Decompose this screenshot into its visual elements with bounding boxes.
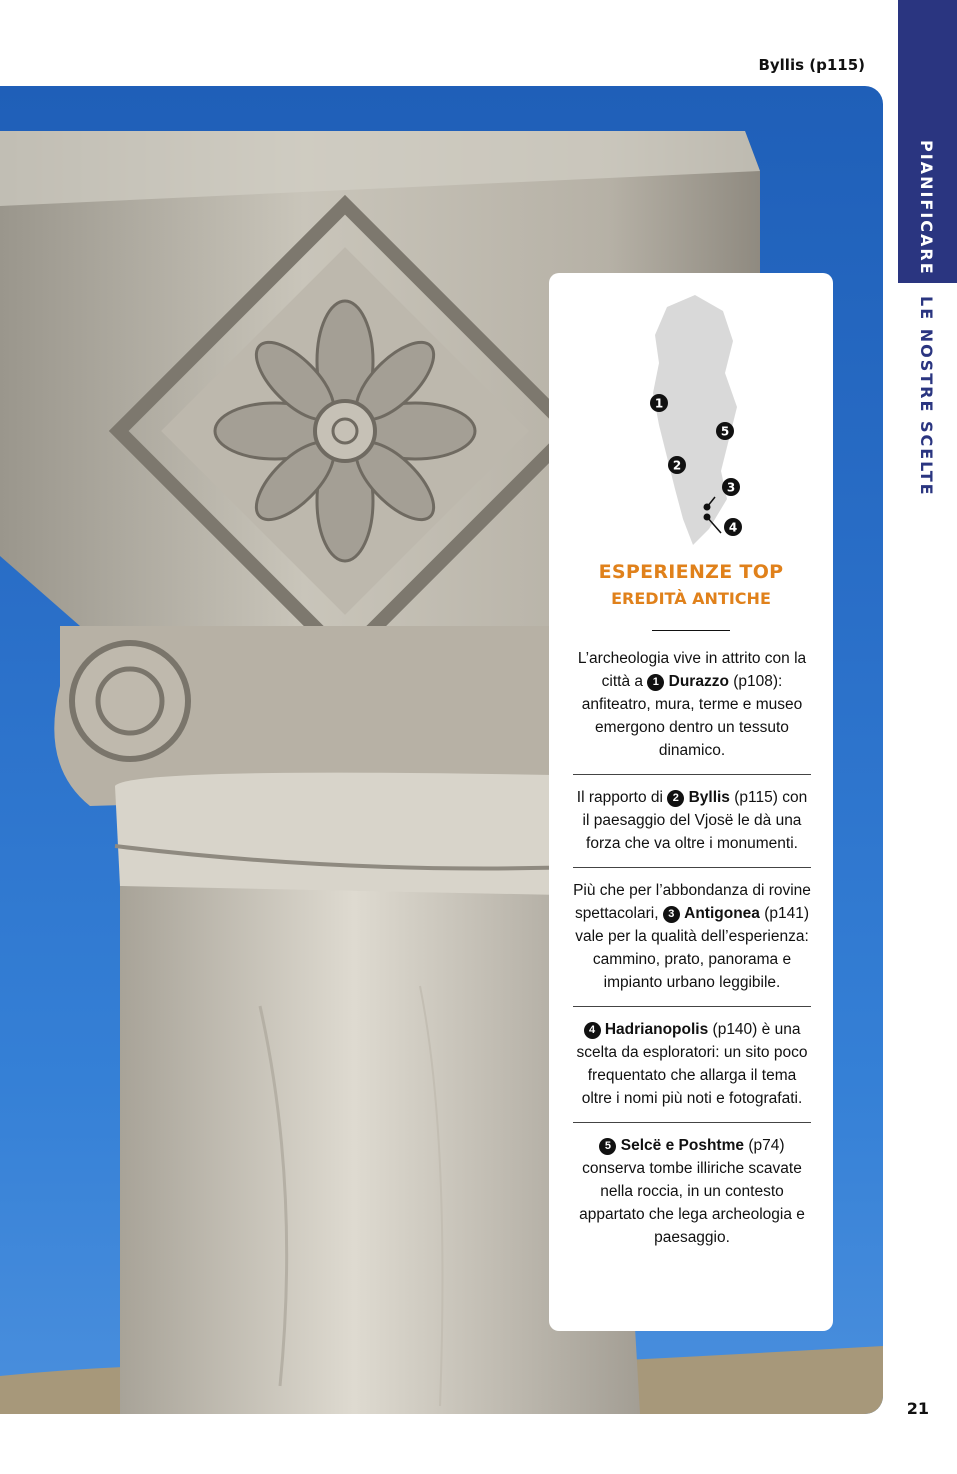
site-name: Selcë e Poshtme: [620, 1137, 744, 1154]
number-badge: 4: [584, 1022, 601, 1039]
title-divider: [652, 630, 730, 631]
site-name: Byllis: [688, 789, 730, 806]
svg-text:4: 4: [728, 520, 738, 535]
page-number: 21: [906, 1399, 929, 1418]
number-badge: 2: [667, 790, 684, 807]
card-title: ESPERIENZE TOP: [598, 561, 784, 583]
svg-text:5: 5: [720, 424, 730, 439]
card-subtitle: EREDITÀ ANTICHE: [611, 589, 771, 608]
svg-text:2: 2: [672, 458, 682, 473]
experience-item-hadrianopolis: 4 Hadrianopolis (p140) è una scelta da esploratori: un sito poco frequentato che allarga il tema oltre i nomi più noti e fotografati.: [573, 1018, 811, 1123]
map-marker-3: [722, 478, 740, 496]
map-marker-5: [716, 422, 734, 440]
experience-item-byllis: Il rapporto di 2 Byllis (p115) con il paesaggio del Vjosë le dà una forza che va oltre i monumenti.: [573, 786, 811, 868]
map-marker-2: [668, 456, 686, 474]
map-marker-1: [650, 394, 668, 412]
subsection-label: LE NOSTRE SCELTE: [917, 296, 936, 497]
experience-list: [573, 647, 811, 1272]
svg-text:1: 1: [654, 396, 664, 411]
top-experiences-card: [549, 273, 833, 1331]
number-badge: 1: [647, 674, 664, 691]
section-tab-label: PIANIFICARE: [917, 140, 936, 276]
site-name: Durazzo: [668, 673, 729, 690]
photo-caption: Byllis (p115): [758, 56, 865, 74]
experience-item-durazzo: L’archeologia vive in attrito con la città a 1 Durazzo (p108): anfiteatro, mura, terme e museo emergono dentro un tessuto dinamico.: [573, 647, 811, 775]
site-name: Antigonea: [684, 905, 760, 922]
albania-map: [637, 289, 757, 549]
experience-item-antigonea: Più che per l’abbondanza di rovine spettacolari, 3 Antigonea (p141) vale per la qualità dell’esperienza: cammino, prato, panorama e impianto urbano leggibile.: [573, 879, 811, 1007]
number-badge: 3: [663, 906, 680, 923]
number-badge: 5: [599, 1138, 616, 1155]
site-name: Hadrianopolis: [604, 1021, 709, 1038]
map-marker-4: [724, 518, 742, 536]
svg-text:3: 3: [726, 480, 736, 495]
country-shape: [653, 295, 737, 545]
experience-item-selce-e-poshtme: 5 Selcë e Poshtme (p74) conserva tombe illiriche scavate nella roccia, in un contesto appartato che lega archeologia e paesaggio.: [579, 1137, 805, 1246]
